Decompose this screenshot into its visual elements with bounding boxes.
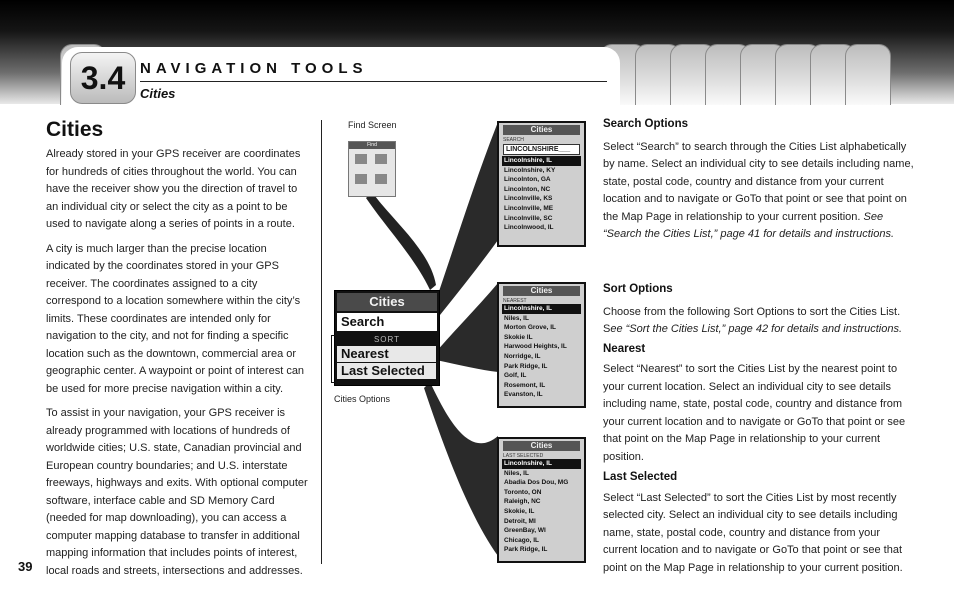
menu-last-selected-option[interactable]: Last Selected xyxy=(337,363,437,379)
nearest-text: Select “Nearest” to sort the Cities List by the nearest point to your current location. Select an individual city to see details including name, state, postal code, country and distance from your current location and to navigate or GoTo that point or see that point on the Map Page in relationship to your current position. xyxy=(603,363,906,463)
device-screen-search xyxy=(497,121,586,247)
sort-options-reference: ee “Sort the Cities List,” page 42 for details and instructions. xyxy=(610,323,902,335)
list-item[interactable]: Toronto, ON xyxy=(504,488,542,496)
nearest-heading: Nearest xyxy=(603,342,646,355)
column-divider xyxy=(321,120,322,564)
paragraph: Already stored in your GPS receiver are coordinates for hundreds of cities throughout the world. You can have the receiver show you the direction of travel to an individual city or select the city as a point to be used to navigate along a series of points in a route. xyxy=(46,148,301,230)
list-item[interactable]: Morton Grove, IL xyxy=(504,324,556,332)
find-icon xyxy=(375,154,387,164)
list-item[interactable]: Park Ridge, IL xyxy=(504,362,548,370)
list-item[interactable]: Lincolnville, SC xyxy=(504,214,553,222)
list-item[interactable]: Lincolnton, GA xyxy=(504,176,551,184)
list-item[interactable]: Abadia Dos Dou, MG xyxy=(504,479,569,487)
menu-to-nearest-arrow xyxy=(436,283,498,372)
list-item[interactable]: GreenBay, WI xyxy=(504,527,546,535)
list-item[interactable]: Evanston, IL xyxy=(504,391,543,399)
screen-title: Cities xyxy=(503,441,580,451)
intro-text xyxy=(46,146,312,587)
menu-nearest-option[interactable]: Nearest xyxy=(337,346,437,362)
section-subtitle: Cities xyxy=(140,86,176,101)
paragraph: To assist in your navigation, your GPS receiver is already programmed with locations of hundreds of worldwide cities; U.S. state, Canadian provincial and European country boundaries; and U.S. interstate freeways, highways and exits. With optional computer software, interface cable and SD Memory Card (needed for map downloading), you can access a computer mapping database to transfer in additional mapping information that includes points of interest, local roads and streets, intersections and addresses. xyxy=(46,407,308,577)
screen-label: NEAREST xyxy=(503,298,527,304)
find-icon xyxy=(375,174,387,184)
list-item[interactable]: Lincolnshire, KY xyxy=(504,166,556,174)
find-to-menu-arrow xyxy=(366,192,436,290)
device-screen-last-selected xyxy=(497,437,586,563)
list-item[interactable]: Chicago, IL xyxy=(504,536,540,544)
list-item[interactable]: Lincolnville, KS xyxy=(504,195,553,203)
cities-options-caption: Cities Options xyxy=(334,394,391,404)
find-screen-thumbnail xyxy=(348,141,396,197)
list-item[interactable]: Lincolnshire, IL xyxy=(502,459,581,469)
list-item[interactable]: Golf, IL xyxy=(504,372,527,380)
sort-options-section xyxy=(603,281,915,577)
chapter-tab xyxy=(845,44,891,105)
find-screen-title: Find xyxy=(349,142,395,149)
list-item[interactable]: Harwood Heights, IL xyxy=(504,343,567,351)
list-item[interactable]: Lincolnton, NC xyxy=(504,185,551,193)
header-rule xyxy=(140,81,607,82)
list-item[interactable]: Rosemont, IL xyxy=(504,381,546,389)
section-title: NAVIGATION TOOLS xyxy=(140,60,368,77)
sort-options-body: Choose from the following Sort Options to sort the Cities List. S xyxy=(603,305,901,335)
sort-options-text xyxy=(603,304,915,339)
search-options-text xyxy=(603,139,915,244)
search-options-reference: See “Search the Cities List,” page 41 for details and instructions. xyxy=(603,210,895,240)
last-selected-heading: Last Selected xyxy=(603,471,678,483)
menu-sort-label: SORT xyxy=(373,335,401,344)
sort-options-outline xyxy=(331,335,437,383)
menu-title: Cities xyxy=(337,293,437,311)
screen-title: Cities xyxy=(503,125,580,135)
list-item[interactable]: Lincolnshire, IL xyxy=(502,156,581,166)
sort-options-heading: Sort Options xyxy=(603,283,673,295)
screen-title: Cities xyxy=(503,286,580,296)
find-screen-caption: Find Screen xyxy=(348,120,397,130)
screen-label: SEARCH xyxy=(503,137,524,143)
search-options-section xyxy=(603,116,915,244)
menu-to-last-arrow xyxy=(424,382,498,556)
list-item[interactable]: Park Ridge, IL xyxy=(504,546,548,554)
search-options-heading: Search Options xyxy=(603,118,688,130)
screen-label: LAST SELECTED xyxy=(503,453,544,459)
search-field[interactable]: LINCOLNSHIRE___ xyxy=(503,144,580,155)
list-item[interactable]: Lincolnshire, IL xyxy=(502,304,581,314)
page-number: 39 xyxy=(18,559,33,574)
list-item[interactable]: Skokie, IL xyxy=(504,507,535,515)
device-screen-nearest xyxy=(497,282,586,408)
paragraph: A city is much larger than the precise location indicated by the coordinates stored in your GPS receiver. The coordinates assigned to a city correspond to a location somewhere within the city’s limits. These coordinates are intended only for navigation to the city, and not for finding a specific location such as the downtown, commercial area or geographic center. A waypoint or point of interest can be used for more precise navigation within a city. xyxy=(46,242,305,395)
list-item[interactable]: Raleigh, NC xyxy=(504,498,541,506)
list-item[interactable]: Detroit, MI xyxy=(504,517,536,525)
list-item[interactable]: Lincolnville, ME xyxy=(504,204,554,212)
section-number: 3.4 xyxy=(70,52,136,104)
list-item[interactable]: Niles, IL xyxy=(504,314,529,322)
last-selected-text: Select “Last Selected” to sort the Cities List by most recently selected city. Select an individual city to see details including name, state, postal code, country and distance from your current location and to navigate or GoTo that point or see that point on the Map Page in relationship to your current position. xyxy=(603,491,903,574)
find-icon xyxy=(355,154,367,164)
find-icon xyxy=(355,174,367,184)
list-item[interactable]: Niles, IL xyxy=(504,469,529,477)
search-options-body: Select “Search” to search through the Cities List alphabetically by name. Select an individual city to see details including name, state, postal code, country and distance from your current location and to navigate or GoTo that point or see that point on the Map Page in relationship to your current position. xyxy=(603,140,914,223)
list-item[interactable]: Lincolnwood, IL xyxy=(504,224,554,232)
list-item[interactable]: Norridge, IL xyxy=(504,352,541,360)
page-heading: Cities xyxy=(46,118,104,141)
list-item[interactable]: Skokie IL xyxy=(504,333,533,341)
menu-search-option[interactable]: Search xyxy=(337,313,437,331)
menu-to-search-arrow xyxy=(436,122,498,315)
